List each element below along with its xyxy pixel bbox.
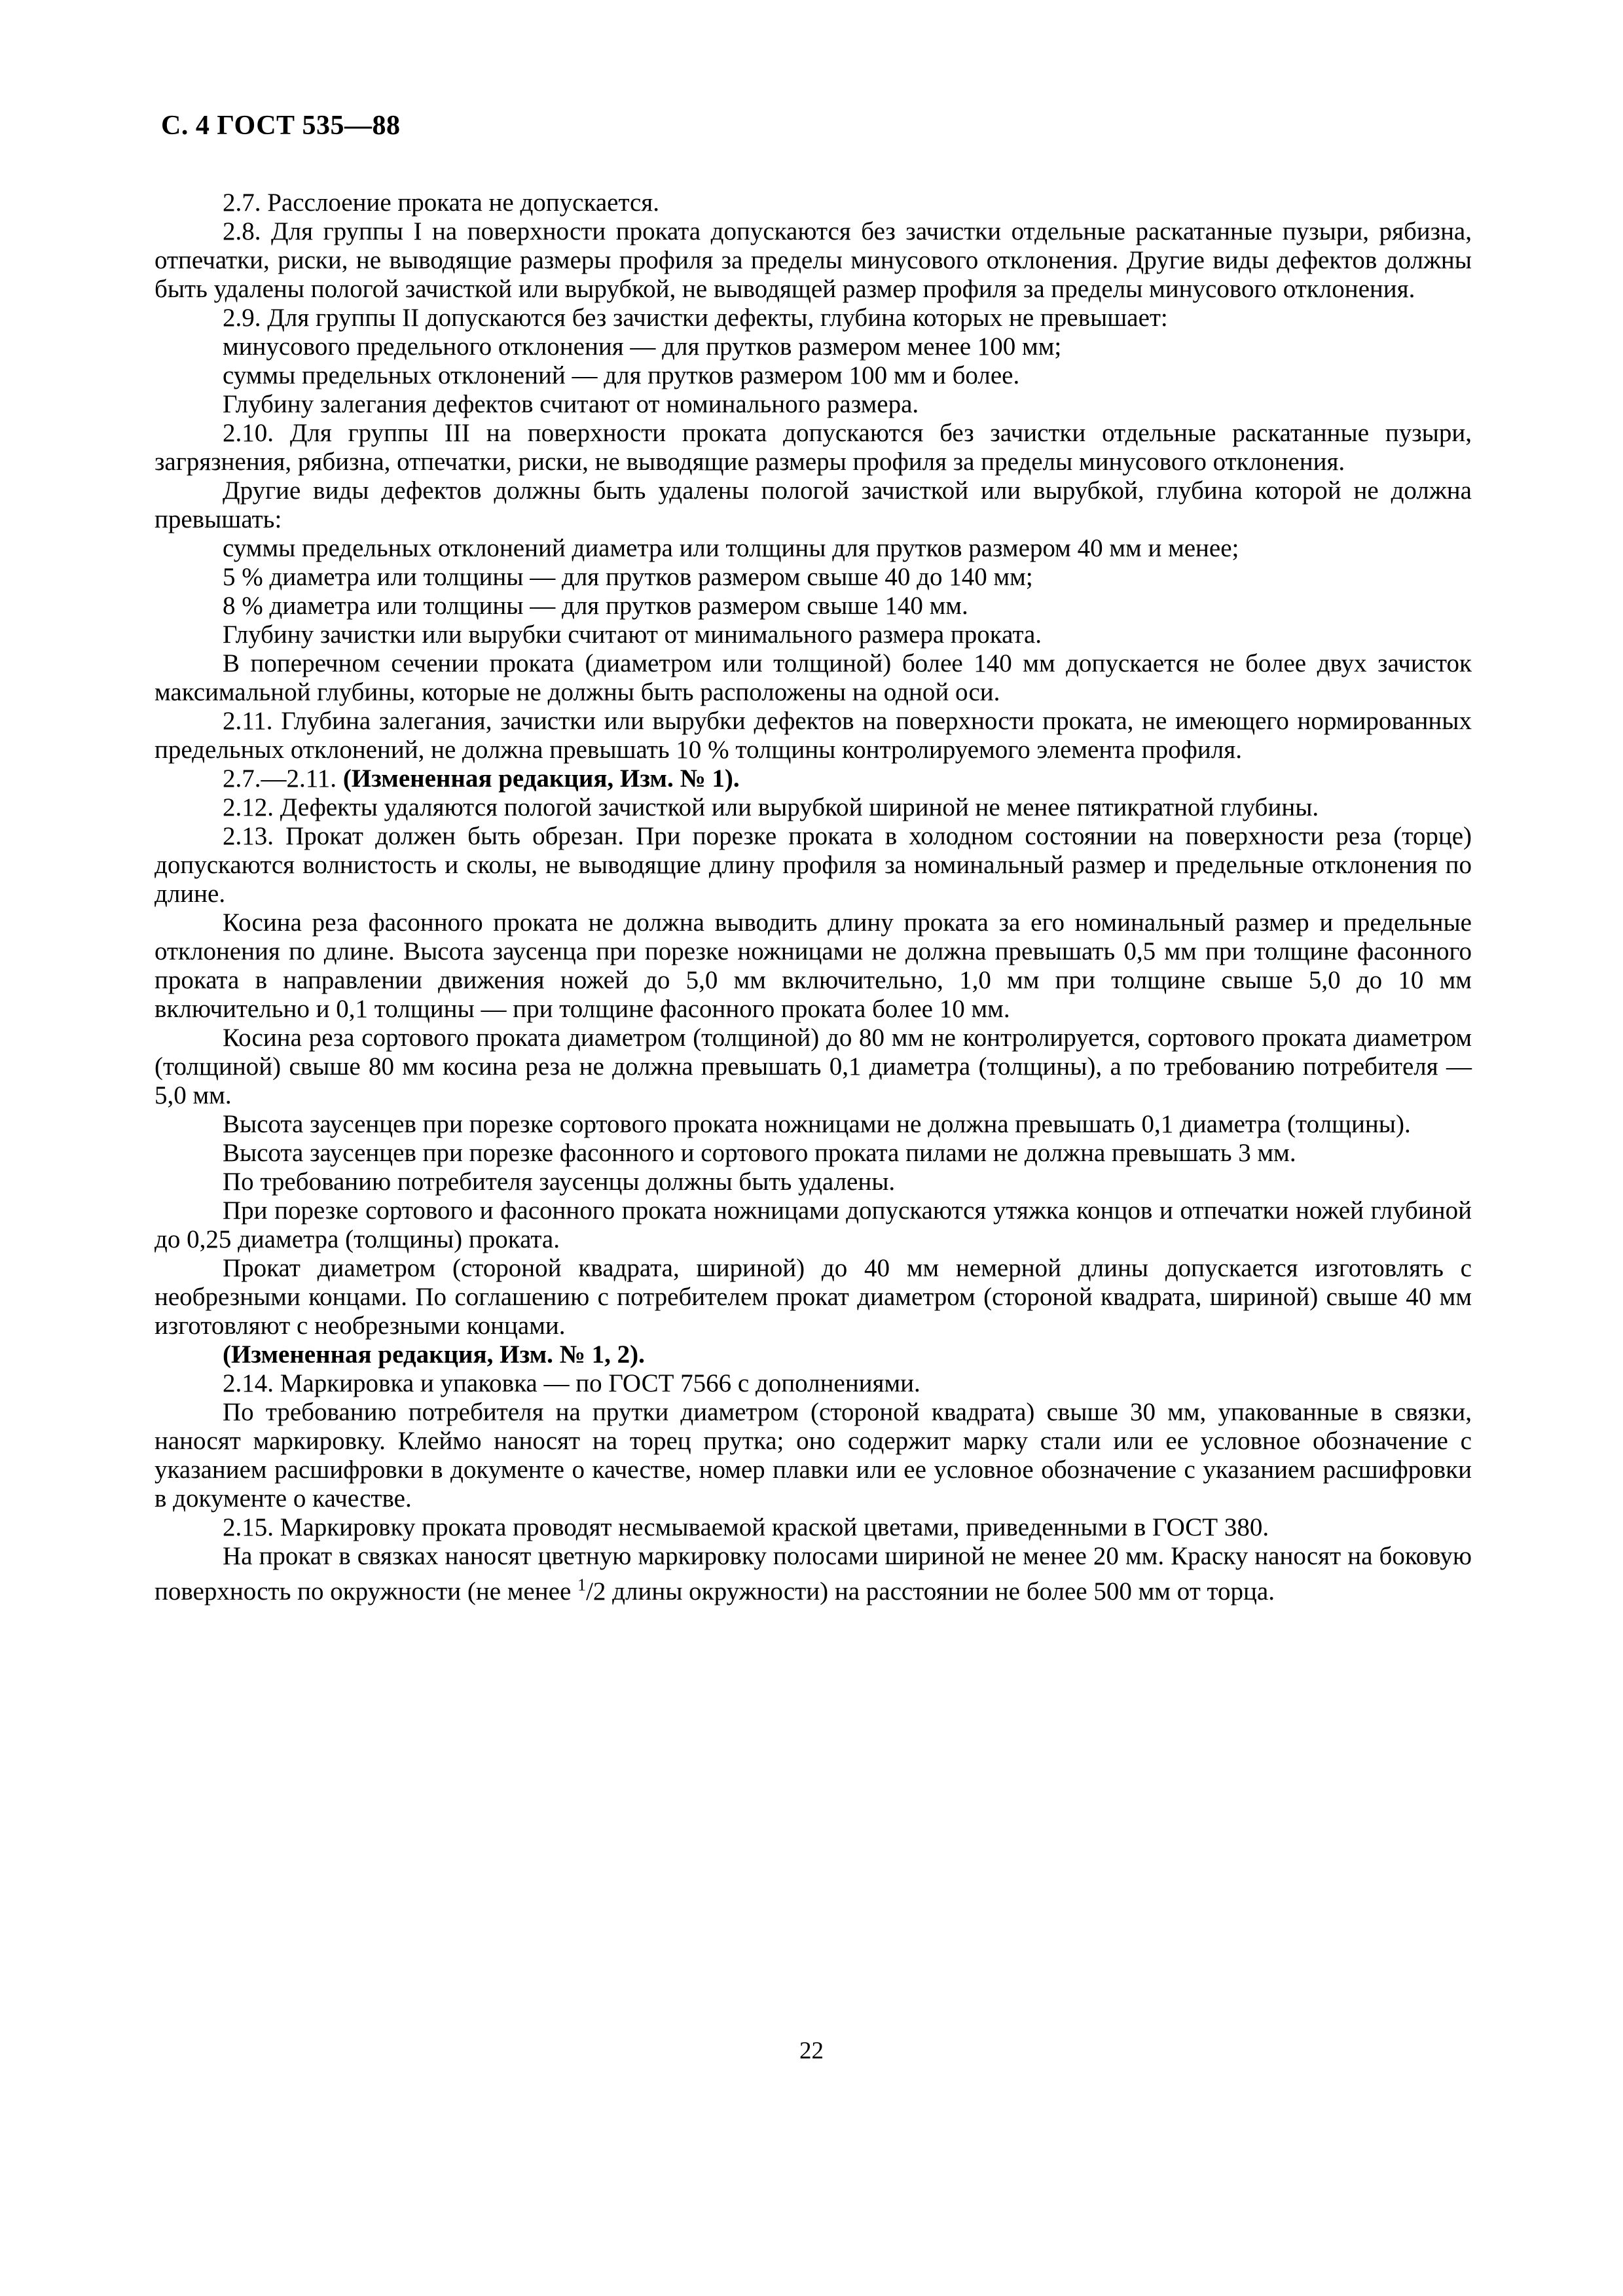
paragraph: 2.14. Маркировка и упаковка — по ГОСТ 7566 с дополнениями.	[223, 1369, 921, 1397]
page-header: С. 4 ГОСТ 535—88	[161, 111, 401, 141]
amendment-ref: 2.7.—2.11.	[223, 764, 343, 793]
paragraph: 2.10. Для группы III на поверхности проката допускаются без зачистки отдельные раскатанные пузыри, загрязнения, рябизна, отпечатки, риски, не выводящие размеры профиля за пределы минусового отклонения.	[155, 419, 1472, 476]
fraction-numerator: 1	[577, 1575, 587, 1594]
paragraph: Высота заусенцев при порезке фасонного и сортового проката пилами не должна превышать 3 мм.	[223, 1139, 1296, 1167]
amendment-text: (Измененная редакция, Изм. № 1, 2).	[223, 1340, 645, 1369]
amendment-text: (Измененная редакция, Изм. № 1).	[342, 764, 740, 793]
paragraph: 2.11. Глубина залегания, зачистки или вырубки дефектов на поверхности проката, не имеющего нормированных предельных отклонений, не должна превышать 10 % толщины контролируемого элемента профиля.	[155, 707, 1472, 764]
paragraph: Глубину залегания дефектов считают от номинального размера.	[223, 390, 919, 418]
paragraph: Косина реза сортового проката диаметром (толщиной) до 80 мм не контролируется, сортового проката диаметром (толщиной) свыше 80 мм косина реза не должна превышать 0,1 диаметра (толщины), а по требованию потребителя — 5,0 мм.	[155, 1024, 1472, 1109]
paragraph: Косина реза фасонного проката не должна выводить длину проката за его номинальный размер и предельные отклонения по длине. Высота заусенца при порезке ножницами не должна превышать 0,5 мм при толщине фасонного проката в направлении движения ножей до 5,0 мм включительно, 1,0 мм при толщине свыше 5,0 до 10 мм включительно и 0,1 толщины — при толщине фасонного проката более 10 мм.	[155, 908, 1472, 1023]
paragraph: При порезке сортового и фасонного проката ножницами допускаются утяжка концов и отпечатки ножей глубиной до 0,25 диаметра (толщины) проката.	[155, 1196, 1472, 1253]
paragraph: 2.12. Дефекты удаляются пологой зачисткой или вырубкой шириной не менее пятикратной глубины.	[223, 793, 1319, 821]
paragraph: Высота заусенцев при порезке сортового проката ножницами не должна превышать 0,1 диаметра (толщины).	[223, 1110, 1411, 1138]
paragraph: По требованию потребителя на прутки диаметром (стороной квадрата) свыше 30 мм, упакованные в связки, наносят маркировку. Клеймо наносят на торец прутка; оно содержит марку стали или ее условное обозначение с указанием расшифровки в документе о качестве, номер плавки или ее условное обозначение с указанием расшифровки в документе о качестве.	[155, 1398, 1472, 1513]
paragraph: суммы предельных отклонений диаметра или толщины для прутков размером 40 мм и менее;	[223, 534, 1239, 562]
fraction-denominator: /2	[586, 1577, 606, 1605]
paragraph: 2.13. Прокат должен быть обрезан. При порезке проката в холодном состоянии на поверхности реза (торце) допускаются волнистость и сколы, не выводящие длину профиля за номинальный размер и предельные отклонения по длине.	[155, 822, 1472, 908]
paragraph: 2.8. Для группы I на поверхности проката допускаются без зачистки отдельные раскатанные пузыри, рябизна, отпечатки, риски, не выводящие размеры профиля за пределы минусового отклонения. Другие виды дефектов должны быть удалены пологой зачисткой или вырубкой, не выводящей размер профиля за пределы минусового отклонения.	[155, 217, 1472, 303]
text-run: На прокат в связках наносят цветную маркировку полосами шириной не менее 20 мм. Краску наносят на боковую поверхность по окружности (не менее	[155, 1542, 1472, 1605]
paragraph: Другие виды дефектов должны быть удалены пологой зачисткой или вырубкой, глубина которой не должна превышать:	[155, 476, 1472, 533]
paragraph: Глубину зачистки или вырубки считают от минимального размера проката.	[223, 620, 1042, 649]
paragraph: суммы предельных отклонений — для прутков размером 100 мм и более.	[223, 361, 1020, 389]
amendment-note	[155, 764, 1472, 793]
paragraph: В поперечном сечении проката (диаметром или толщиной) более 140 мм допускается не более двух зачисток максимальной глубины, которые не должны быть расположены на одной оси.	[155, 649, 1472, 706]
amendment-note	[155, 1340, 1472, 1369]
paragraph: По требованию потребителя заусенцы должны быть удалены.	[223, 1168, 896, 1196]
paragraph	[155, 1542, 1472, 1606]
page-number: 22	[799, 2037, 824, 2064]
paragraph: 2.9. Для группы II допускаются без зачистки дефекты, глубина которых не превышает:	[223, 304, 1168, 332]
paragraph: 2.15. Маркировку проката проводят несмываемой краской цветами, приведенными в ГОСТ 380.	[223, 1513, 1269, 1541]
paragraph: 5 % диаметра или толщины — для прутков размером свыше 40 до 140 мм;	[223, 563, 1033, 591]
paragraph: 8 % диаметра или толщины — для прутков размером свыше 140 мм.	[223, 592, 968, 620]
paragraph: минусового предельного отклонения — для прутков размером менее 100 мм;	[223, 332, 1062, 361]
document-body	[155, 188, 1472, 1606]
paragraph: 2.7. Расслоение проката не допускается.	[223, 188, 659, 217]
text-run: длины окружности) на расстоянии не более 500 мм от торца.	[606, 1577, 1275, 1605]
paragraph: Прокат диаметром (стороной квадрата, шириной) до 40 мм немерной длины допускается изготовлять с необрезными концами. По соглашению с потребителем прокат диаметром (стороной квадрата, шириной) свыше 40 мм изготовляют с необрезными концами.	[155, 1254, 1472, 1340]
